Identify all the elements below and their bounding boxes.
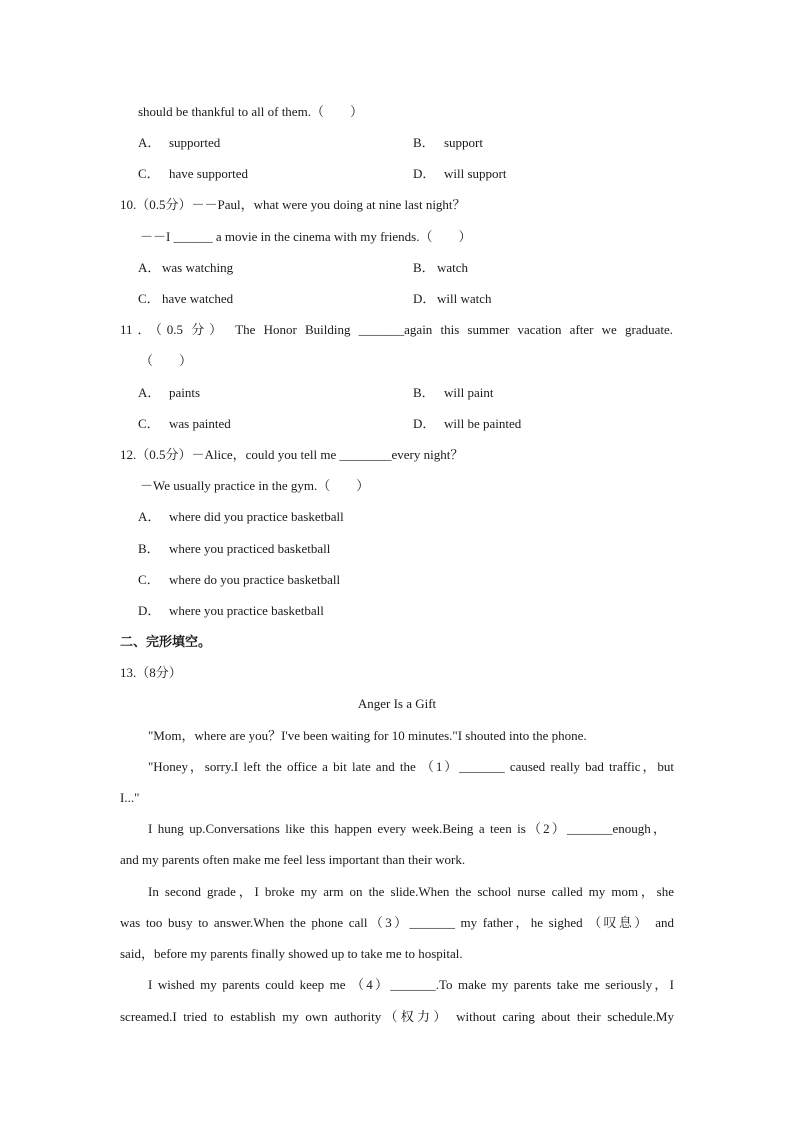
q11-answer-paren: （ ） <box>140 353 193 368</box>
q11-option-c[interactable]: C． was painted <box>138 416 231 431</box>
q10-option-a[interactable]: A． was watching <box>138 260 234 275</box>
q12-option-d[interactable]: D． where you practice basketball <box>138 603 324 618</box>
passage-line: I hung up.Conversations like this happen every week.Being a teen is（2）_______enough， <box>148 821 666 836</box>
q10-option-b[interactable]: B． watch <box>413 260 469 275</box>
q9-option-a[interactable]: A． supported <box>138 135 221 150</box>
q12-option-a[interactable]: A． where did you practice basketball <box>138 509 344 524</box>
passage-line: In second grade，I broke my arm on the slide.When the school nurse called my mom，she <box>148 884 674 899</box>
q12-stem: 12.（0.5分）－Alice，could you tell me ________every night？ <box>120 447 464 462</box>
q9-option-c[interactable]: C． have supported <box>138 166 249 181</box>
q12-stem-line2: －We usually practice in the gym.（ ） <box>140 478 370 493</box>
passage-line: said，before my parents finally showed up to take me to hospital. <box>120 946 463 961</box>
q11-option-d[interactable]: D． will be painted <box>413 416 522 431</box>
passage-line: "Mom，where are you？I've been waiting for 10 minutes."I shouted into the phone. <box>148 728 587 743</box>
q11-option-b[interactable]: B． will paint <box>413 385 494 400</box>
passage-line: I..." <box>120 790 140 805</box>
q11-stem: 11．（0.5 分） The Honor Building _______again this summer vacation after we graduate. <box>120 322 673 337</box>
passage-line: "Honey，sorry.I left the office a bit late and the （1）_______ caused really bad traffic，but <box>148 759 674 774</box>
q12-option-b[interactable]: B． where you practiced basketball <box>138 541 331 556</box>
passage-line: screamed.I tried to establish my own authority（权力） without caring about their schedule.My <box>120 1009 674 1024</box>
q11-option-a[interactable]: A． paints <box>138 385 201 400</box>
q10-option-d[interactable]: D． will watch <box>413 291 492 306</box>
section-heading: 二、完形填空。 <box>120 634 212 649</box>
passage-line: was too busy to answer.When the phone call（3）_______ my father，he sighed （叹息） and <box>120 915 674 930</box>
q12-option-c[interactable]: C． where do you practice basketball <box>138 572 341 587</box>
q9-option-d[interactable]: D． will support <box>413 166 507 181</box>
q10-stem-line2: －－I ______ a movie in the cinema with my friends.（ ） <box>140 229 472 244</box>
passage-title: Anger Is a Gift <box>357 696 437 711</box>
q9-option-b[interactable]: B． support <box>413 135 483 150</box>
q9-stem-tail: should be thankful to all of them.（ ） <box>138 104 363 119</box>
passage-line: I wished my parents could keep me （4）_______.To make my parents take me seriously，I <box>148 977 674 992</box>
passage-line: and my parents often make me feel less important than their work. <box>120 852 466 867</box>
q10-option-c[interactable]: C． have watched <box>138 291 234 306</box>
q10-stem: 10.（0.5分）－－Paul，what were you doing at nine last night？ <box>120 197 466 212</box>
q13-label: 13.（8分） <box>120 665 182 680</box>
